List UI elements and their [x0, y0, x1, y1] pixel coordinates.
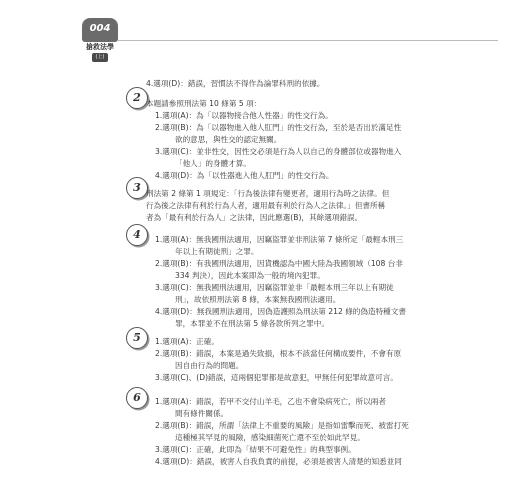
q2-option-c-cont: 「他人」的身體才算。: [175, 159, 251, 168]
q6-option-d: 4.選項(D)：錯誤，被害人自我負責的前提，必須是被害人清楚的知悉並同: [155, 457, 402, 466]
q4-option-a: 1.選項(A)：無我國刑法適用，因竊盜罪並非刑法第 7 條所定「最輕本刑三: [155, 235, 404, 244]
question-number-5: 5: [126, 327, 148, 349]
q4-option-b: 2.選項(B)：有我國刑法適用，因貨機認為中國大陸為我國領域（108 台非: [155, 259, 403, 268]
q1-line: 4.選項(D)：錯誤，習慣法不得作為論罪科刑的依據。: [146, 79, 325, 88]
q2-option-d: 4.選項(D)：為「以性器進入他人肛門」的性交行為。: [155, 171, 334, 180]
q2-option-c: 3.選項(C)：並非性交，因性交必須是行為人以自己的身體部位或器物進入: [155, 147, 402, 156]
q4-option-d-cont: 罪，本罪並不在刑法第 5 條各款所列之罪中。: [175, 319, 329, 328]
q5-option-b-cont: 因自由行為的問題。: [175, 361, 244, 370]
q2-option-b-cont: 欲的意思，與性交的認定無關。: [175, 135, 282, 144]
q3-line-1: 刑法第 2 條第 1 項規定：「行為後法律有變更者，適用行為時之法律。但: [146, 189, 390, 198]
question-number-4: 4: [126, 224, 148, 246]
q5-option-a: 1.選項(A)：正確。: [155, 337, 219, 346]
question-number-6: 6: [126, 387, 148, 409]
q5-option-b: 2.選項(B)：錯誤，本案是過失致損，根本不該當任何構成要件，不會有原: [155, 349, 402, 358]
q4-option-a-cont: 年以上有期徒刑」之罪。: [175, 247, 259, 256]
q4-option-c-cont: 刑」，故依照刑法第 8 條，本案無我國刑法適用。: [175, 295, 341, 304]
q6-option-b-cont: 這種極其罕見的風險，感染細菌死亡還不至於如此罕見。: [175, 433, 365, 442]
question-number-3: 3: [126, 177, 148, 199]
q5-option-cd: 3.選項(C)、(D)錯誤，這兩個犯罪都是故意犯，甲無任何犯罪故意可言。: [155, 373, 398, 382]
q2-option-b: 2.選項(B)：為「以器物進入他人肛門」的性交行為，至於是否出於滿足性: [155, 123, 402, 132]
q6-option-a-cont: 間有條件關係。: [175, 409, 229, 418]
q2-option-a: 1.選項(A)：為「以器物接合他人性器」的性交行為。: [155, 111, 333, 120]
q4-option-b-cont: 334 判決），因此本案即為一般的境內犯罪。: [175, 271, 325, 280]
page-number: 004: [82, 18, 118, 42]
header-rule: [118, 40, 498, 41]
page-badge: [82, 18, 118, 64]
book-part: (上): [92, 53, 108, 62]
q6-option-a: 1.選項(A)：錯誤，若甲不交付山羊毛，乙也不會染病死亡，所以兩者: [155, 397, 386, 406]
q4-option-d: 4.選項(D)：無我國刑法適用，因偽造護照為刑法第 212 條的偽造特種文書: [155, 307, 406, 316]
q6-option-b: 2.選項(B)：錯誤，所謂「法律上不重要的風險」是指如雷擊而死、被雷打死: [155, 421, 409, 430]
q2-intro: 本題請參照刑法第 10 條第 5 項：: [146, 99, 262, 108]
q4-option-c: 3.選項(C)：無我國刑法適用，因竊盜罪並非「最輕本刑三年以上有期徒: [155, 283, 394, 292]
book-title: 搶救法學: [86, 43, 114, 51]
question-number-2: 2: [126, 87, 148, 109]
q6-option-c: 3.選項(C)：正確，此即為「結果不可避免性」的典型事例。: [155, 445, 356, 454]
q3-line-2: 行為後之法律有利於行為人者，適用最有利於行為人之法律。」但書所稱: [146, 201, 386, 210]
q3-line-3: 者為「最有利於行為人」之法律，因此應選(B)，其餘選項錯誤。: [146, 213, 363, 222]
